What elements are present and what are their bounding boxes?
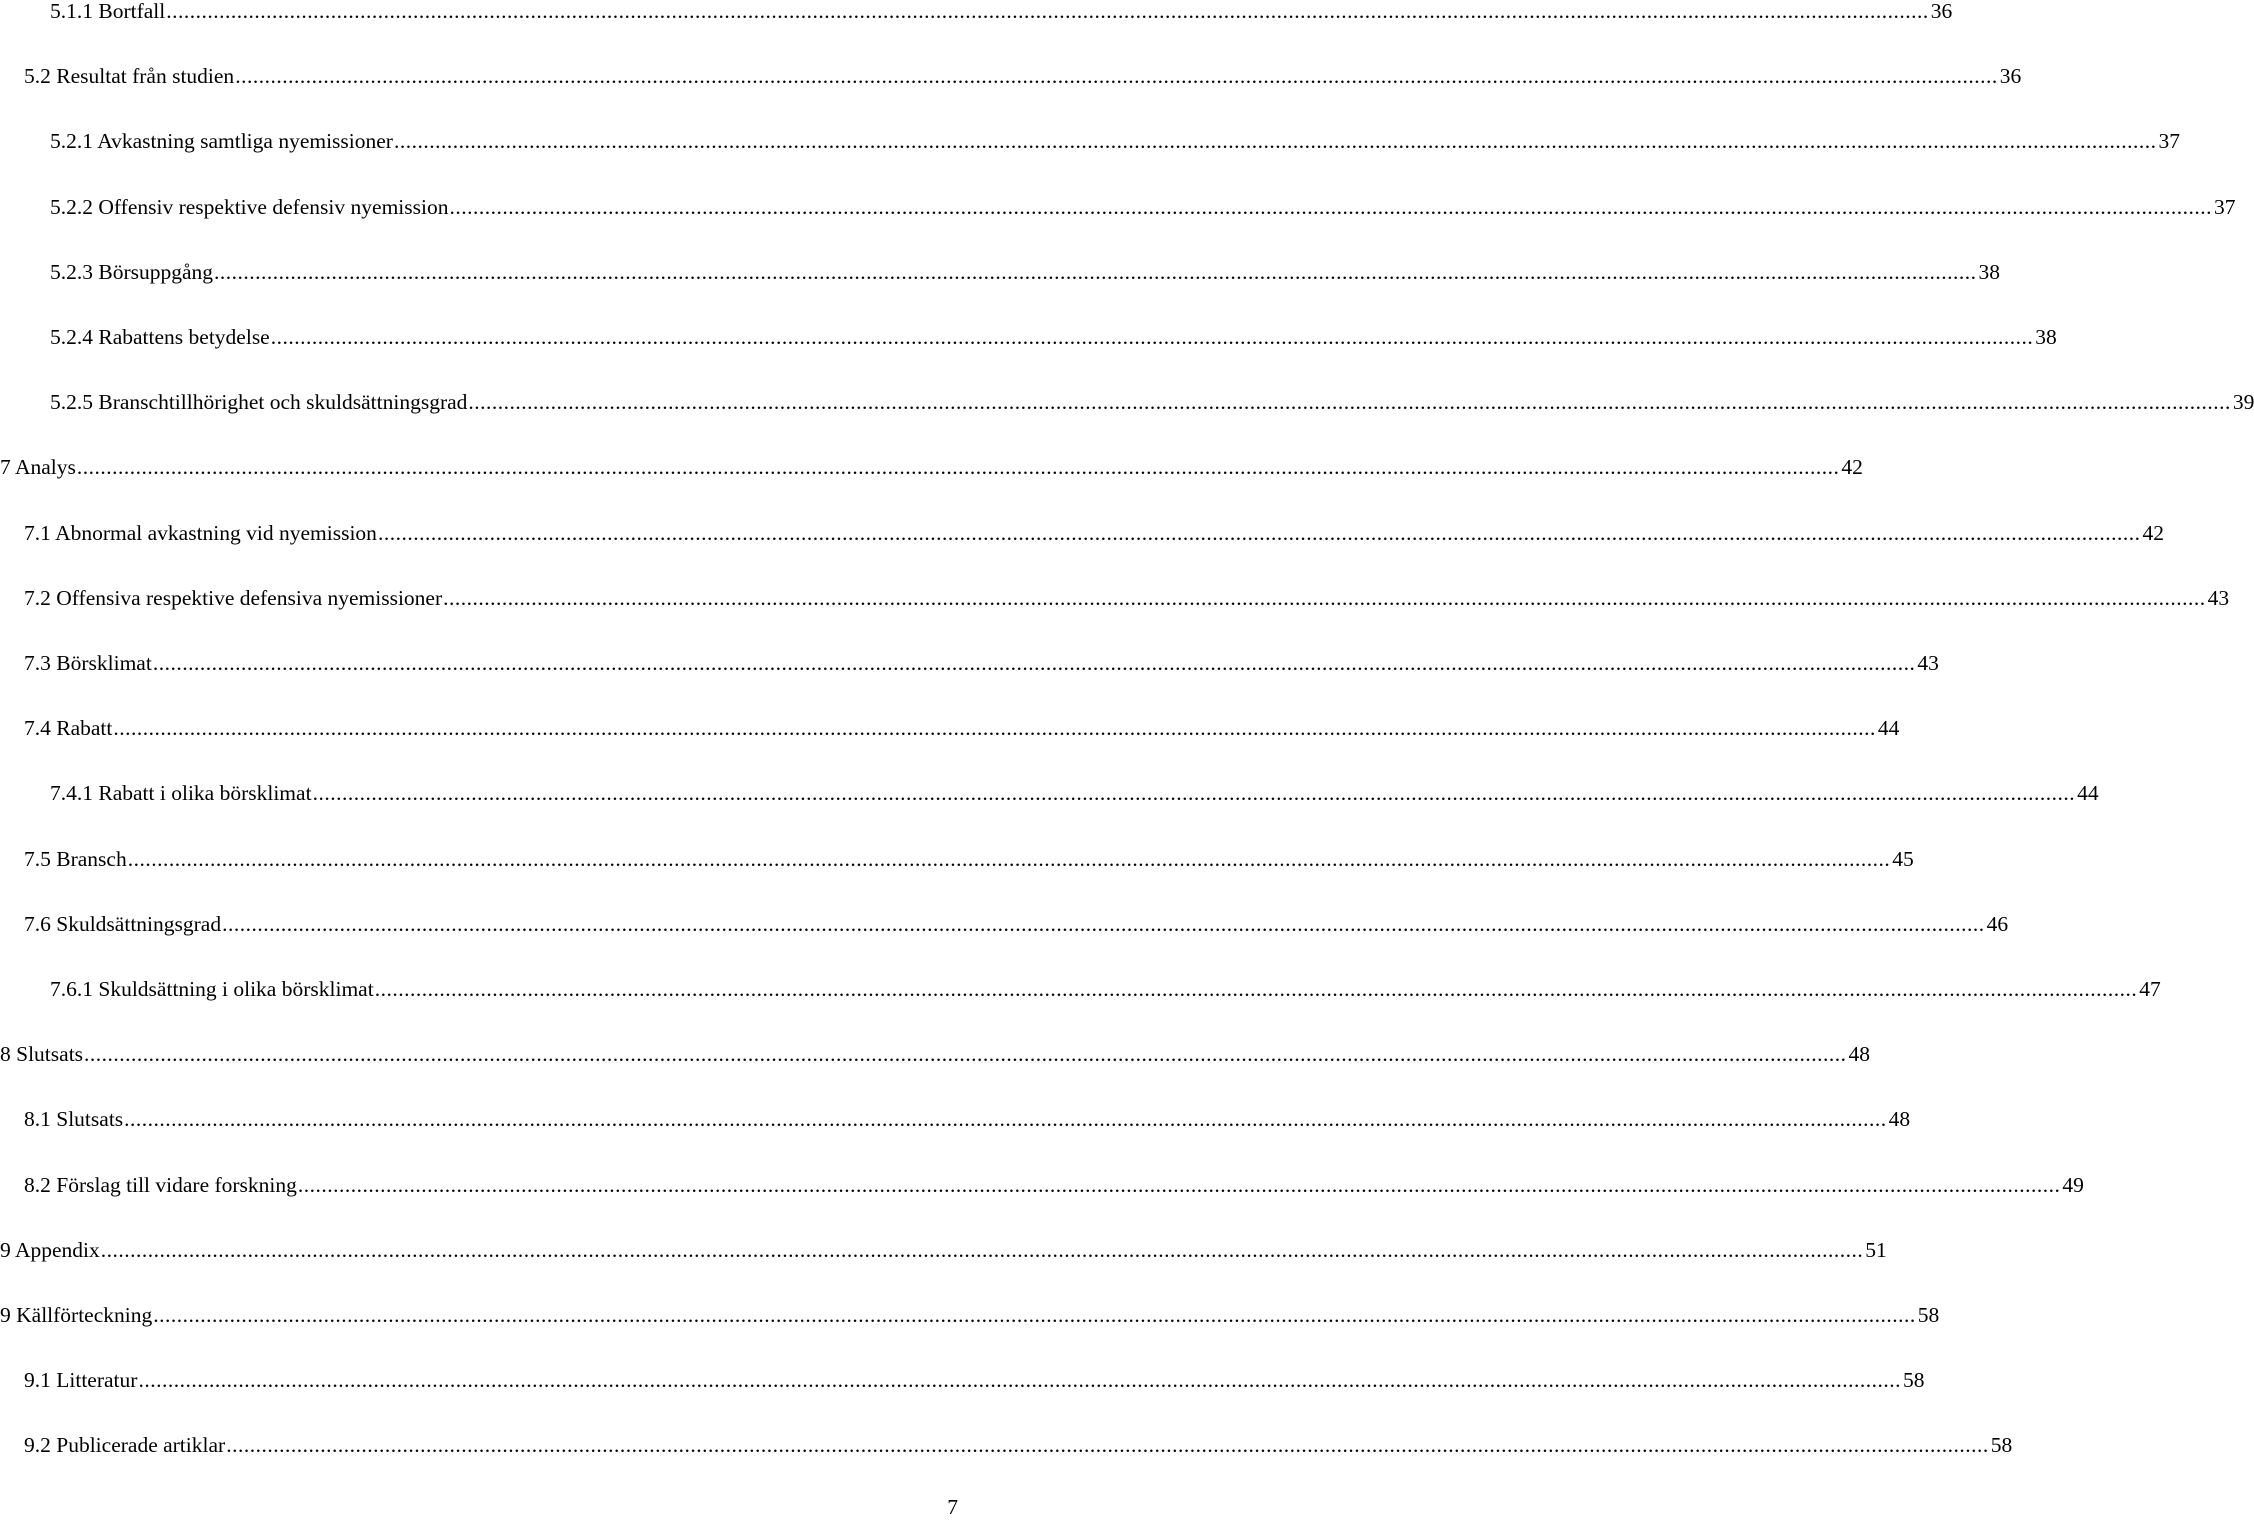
toc-entry[interactable]: [24, 583, 2230, 613]
toc-entry[interactable]: [50, 387, 2254, 417]
toc-entry-page: 43: [1917, 651, 1939, 675]
toc-entry[interactable]: [24, 713, 1900, 743]
toc-dot-leader: ............................................................................................................................................................................................................................................................................................................: [312, 781, 2076, 806]
toc-entry[interactable]: [24, 1430, 2013, 1460]
toc-entry[interactable]: [50, 192, 2236, 222]
toc-entry-page: 43: [2207, 585, 2230, 610]
toc-entry[interactable]: [24, 909, 2009, 939]
toc-entry-page: 36: [1999, 64, 2022, 89]
toc-entry[interactable]: [24, 844, 1914, 874]
toc-entry-title: 7 Analys: [0, 455, 76, 480]
toc-entry-page: 36: [1930, 0, 1953, 23]
toc-entry[interactable]: [0, 1039, 1871, 1069]
toc-entry-page: 49: [2062, 1172, 2084, 1197]
toc-entry-title: 7.4.1 Rabatt i olika börsklimat: [50, 781, 312, 806]
toc-dot-leader: ............................................................................................................................................................................................................................................................................................................: [152, 651, 1916, 675]
toc-entry-title: 5.2.5 Branschtillhörighet och skuldsättningsgrad: [50, 390, 468, 415]
toc-entry[interactable]: [24, 61, 2022, 91]
toc-entry-title: 7.3 Börsklimat: [24, 651, 152, 675]
toc-dot-leader: ............................................................................................................................................................................................................................................................................................................: [153, 1303, 1916, 1327]
toc-entry-page: 38: [1978, 259, 2001, 284]
toc-dot-leader: ............................................................................................................................................................................................................................................................................................................: [222, 911, 1985, 936]
toc-dot-leader: ............................................................................................................................................................................................................................................................................................................: [377, 520, 2141, 545]
toc-dot-leader: ............................................................................................................................................................................................................................................................................................................: [214, 259, 1977, 284]
toc-entry-page: 39: [2232, 390, 2254, 415]
toc-dot-leader: ............................................................................................................................................................................................................................................................................................................: [270, 325, 2034, 349]
toc-entry-title: 7.2 Offensiva respektive defensiva nyemissioner: [24, 585, 443, 610]
toc-entry-page: 47: [2139, 977, 2161, 1001]
toc-entry[interactable]: [50, 0, 1953, 26]
toc-entry[interactable]: [0, 452, 1863, 482]
toc-entry[interactable]: [24, 1104, 1911, 1134]
toc-dot-leader: ............................................................................................................................................................................................................................................................................................................: [100, 1237, 1864, 1262]
toc-dot-leader: ............................................................................................................................................................................................................................................................................................................: [76, 455, 1840, 480]
toc-entry-page: 38: [2035, 325, 2057, 349]
page-number: 7: [947, 1495, 958, 1519]
toc-entry-title: 5.2 Resultat från studien: [24, 64, 235, 89]
toc-entry-title: 5.2.4 Rabattens betydelse: [50, 325, 270, 349]
toc-entry-title: 5.1.1 Bortfall: [50, 0, 166, 23]
toc-entry-title: 9.2 Publicerade artiklar: [24, 1433, 226, 1458]
toc-entry-page: 58: [1917, 1303, 1940, 1327]
toc-entry[interactable]: [0, 1300, 1940, 1330]
toc-dot-leader: ............................................................................................................................................................................................................................................................................................................: [84, 1042, 1847, 1067]
toc-entry-title: 9 Källförteckning: [0, 1303, 153, 1327]
toc-entry-page: 58: [1990, 1433, 2013, 1458]
toc-entry-title: 7.6 Skuldsättningsgrad: [24, 911, 222, 936]
toc-entry-page: 44: [2077, 781, 2099, 806]
toc-entry-title: 8 Slutsats: [0, 1042, 84, 1067]
toc-entry[interactable]: [24, 1365, 1925, 1395]
toc-entry-page: 44: [1877, 716, 1900, 741]
toc-dot-leader: ............................................................................................................................................................................................................................................................................................................: [235, 64, 1998, 89]
toc-dot-leader: ............................................................................................................................................................................................................................................................................................................: [393, 129, 2157, 154]
toc-entry[interactable]: [24, 648, 1939, 678]
toc-entry-title: 5.2.3 Börsuppgång: [50, 259, 214, 284]
toc-dot-leader: ............................................................................................................................................................................................................................................................................................................: [226, 1433, 1989, 1458]
toc-entry-title: 5.2.2 Offensiv respektive defensiv nyemission: [50, 194, 449, 219]
toc-entry[interactable]: [50, 974, 2161, 1004]
toc-entry[interactable]: [50, 322, 2057, 352]
toc-entry[interactable]: [0, 1235, 1887, 1265]
toc-entry-title: 9.1 Litteratur: [24, 1368, 138, 1393]
toc-dot-leader: ............................................................................................................................................................................................................................................................................................................: [374, 977, 2138, 1001]
toc-entry[interactable]: [50, 126, 2180, 156]
toc-entry-page: 48: [1848, 1042, 1871, 1067]
toc-entry-title: 8.1 Slutsats: [24, 1107, 124, 1132]
toc-entry-page: 42: [1841, 455, 1863, 480]
toc-entry-title: 9 Appendix: [0, 1237, 100, 1262]
toc-entry[interactable]: [50, 257, 2001, 287]
toc-entry[interactable]: [50, 778, 2099, 808]
toc-entry-title: 8.2 Förslag till vidare forskning: [24, 1172, 297, 1197]
toc-entry-page: 46: [1986, 911, 2009, 936]
toc-entry-page: 48: [1888, 1107, 1911, 1132]
toc-dot-leader: ............................................................................................................................................................................................................................................................................................................: [443, 585, 2206, 610]
toc-entry-page: 45: [1892, 846, 1914, 871]
toc-entry-page: 42: [2142, 520, 2164, 545]
toc-entry-title: 7.5 Bransch: [24, 846, 127, 871]
toc-dot-leader: ............................................................................................................................................................................................................................................................................................................: [468, 390, 2231, 415]
toc-entry-title: 7.6.1 Skuldsättning i olika börsklimat: [50, 977, 374, 1001]
toc-dot-leader: ............................................................................................................................................................................................................................................................................................................: [113, 716, 1876, 741]
toc-entry[interactable]: [24, 1170, 2084, 1200]
toc-dot-leader: ............................................................................................................................................................................................................................................................................................................: [127, 846, 1891, 871]
toc-dot-leader: ............................................................................................................................................................................................................................................................................................................: [124, 1107, 1887, 1132]
toc-dot-leader: ............................................................................................................................................................................................................................................................................................................: [297, 1172, 2061, 1197]
toc-entry-page: 37: [2158, 129, 2180, 154]
toc-dot-leader: ............................................................................................................................................................................................................................................................................................................: [138, 1368, 1901, 1393]
toc-entry-page: 51: [1865, 1237, 1887, 1262]
toc-dot-leader: ............................................................................................................................................................................................................................................................................................................: [449, 194, 2212, 219]
toc-entry-title: 7.1 Abnormal avkastning vid nyemission: [24, 520, 377, 545]
toc-entry-title: 7.4 Rabatt: [24, 716, 113, 741]
toc-entry-title: 5.2.1 Avkastning samtliga nyemissioner: [50, 129, 393, 154]
toc-entry-page: 37: [2213, 194, 2236, 219]
toc-dot-leader: ............................................................................................................................................................................................................................................................................................................: [166, 0, 1929, 23]
toc-entry-page: 58: [1902, 1368, 1925, 1393]
toc-entry[interactable]: [24, 518, 2164, 548]
